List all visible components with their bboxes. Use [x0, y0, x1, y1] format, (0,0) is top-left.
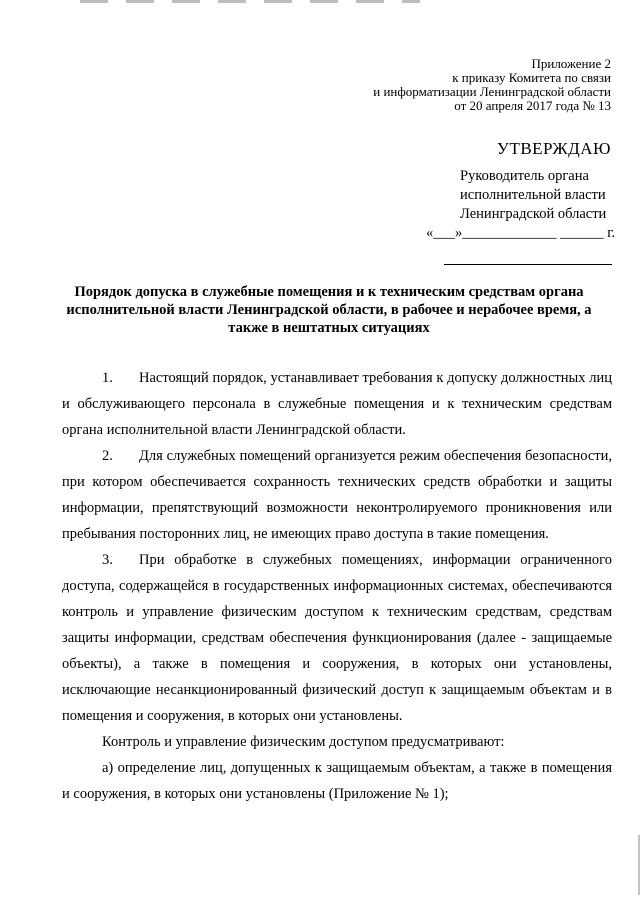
document-body [62, 365, 612, 807]
paragraph-1 [62, 365, 612, 443]
paragraph-control-intro [62, 729, 612, 755]
appendix-line: Приложение 2 [531, 56, 611, 71]
approver-line: Руководитель органа [460, 168, 589, 184]
signature-line [444, 264, 612, 265]
approver-line: Ленинградской области [460, 206, 607, 222]
appendix-reference [373, 57, 611, 113]
appendix-line: к приказу Комитета по связи [452, 70, 611, 85]
paragraph-number: 2. [102, 448, 113, 464]
scan-artifact-top [80, 0, 420, 3]
paragraph-text: а) определение лиц, допущенных к защищаемым объектам, а также в помещения и сооружения, в которых они установлены (Приложение № 1); [62, 760, 612, 802]
approver-block [426, 167, 616, 243]
paragraph-text: Для служебных помещений организуется режим обеспечения безопасности, при котором обеспечивается сохранность технических средств обработки и защиты информации, препятствующий возможности неконтролируемого проникновения или пребывания посторонних лиц, не имеющих право доступа в такие помещения. [62, 448, 612, 542]
approval-heading: УТВЕРЖДАЮ [496, 139, 611, 158]
paragraph-number: 3. [102, 552, 113, 568]
appendix-line: от 20 апреля 2017 года № 13 [454, 98, 611, 113]
paragraph-text: Настоящий порядок, устанавливает требования к допуску должностных лиц и обслуживающего персонала в служебные помещения и к техническим средствам органа исполнительной власти Ленинградской области. [62, 370, 612, 438]
approver-line: исполнительной власти [460, 187, 606, 203]
paragraph-text: При обработке в служебных помещениях, информации ограниченного доступа, содержащейся в государственных информационных системах, обеспечиваются контроль и управление физическим доступом к техническим средствам, средствам защиты информации, средствам обеспечения функционирования (далее - защищаемые объекты), а также в помещения и сооружения, в которых они установлены, исключающие несанкционированный физический доступ к защищаемым объектам и в помещения и сооружения, в которых они установлены. [62, 552, 612, 724]
paragraph-number: 1. [102, 370, 113, 386]
paragraph-text: Контроль и управление физическим доступом предусматривают: [102, 734, 505, 750]
approval-date-line: «___»_____________ ______ г. [426, 225, 616, 241]
paragraph-item-a [62, 755, 612, 807]
paragraph-3 [62, 547, 612, 729]
paragraph-2 [62, 443, 612, 547]
document-title: Порядок допуска в служебные помещения и к техническим средствам органа исполнительной власти Ленинградской области, в рабочее и нерабочее время, а также в нештатных ситуациях [66, 284, 592, 336]
appendix-line: и информатизации Ленинградской области [373, 84, 611, 99]
